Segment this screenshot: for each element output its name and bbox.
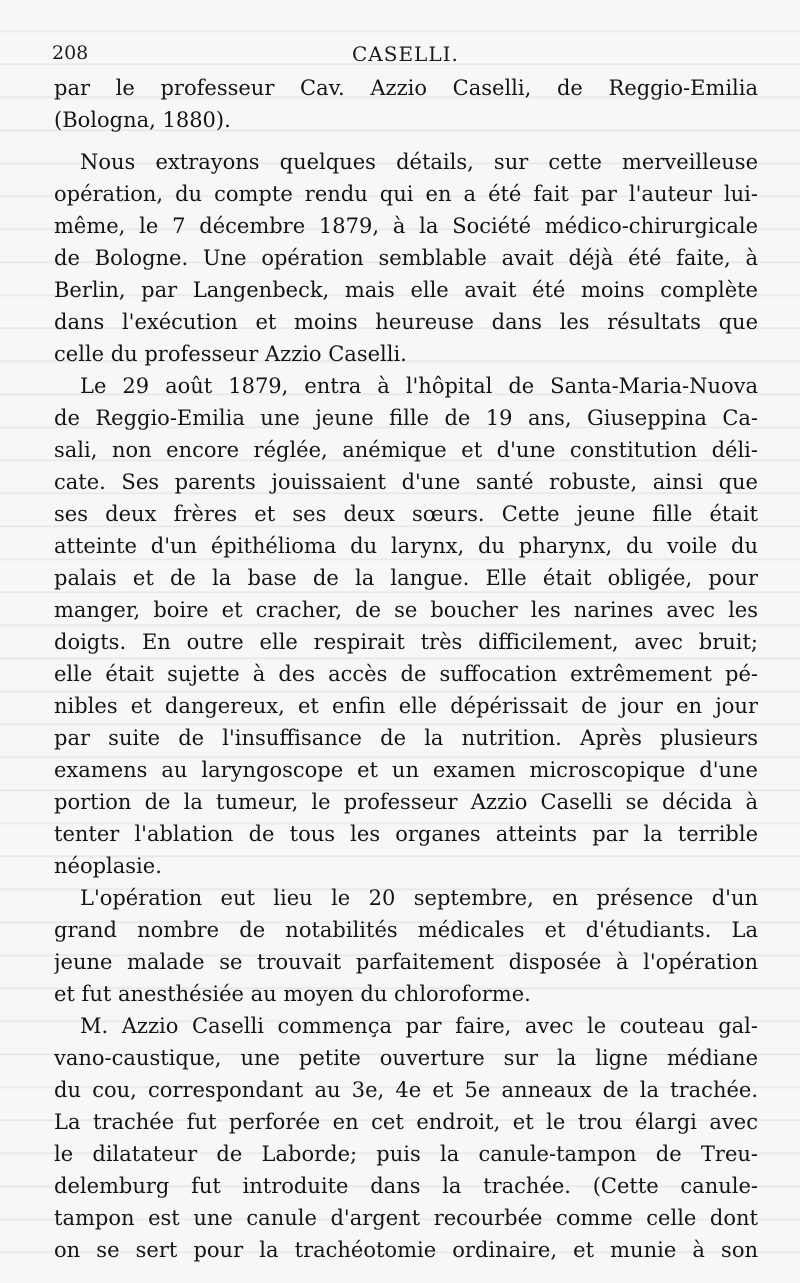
text-line: celle du professeur Azzio Caselli.	[54, 342, 407, 366]
text-line: atteinte d'un épithélioma du larynx, du pharynx, du voile du	[54, 534, 758, 558]
text-line: elle était sujette à des accès de suffocation extrêmement pé-	[54, 662, 758, 686]
paragraph-gap	[54, 136, 758, 146]
text-line: Le 29 août 1879, entra à l'hôpital de Santa-Maria-Nuova	[80, 374, 758, 398]
text-line: portion de la tumeur, le professeur Azzio Caselli se décida à	[54, 790, 758, 814]
text-line: néoplasie.	[54, 854, 162, 878]
text-line: et fut anesthésiée au moyen du chloroforme.	[54, 982, 531, 1006]
text-line: cate. Ses parents jouissaient d'une santé robuste, ainsi que	[54, 470, 758, 494]
body-text	[54, 72, 758, 1266]
text-line: Berlin, par Langenbeck, mais elle avait été moins complète	[54, 278, 758, 302]
text-line: Nous extrayons quelques détails, sur cette merveilleuse	[80, 150, 758, 174]
text-line: par le professeur Cav. Azzio Caselli, de Reggio-Emilia	[54, 76, 758, 100]
page-header	[52, 34, 752, 66]
text-line: même, le 7 décembre 1879, à la Société médico-chirurgicale	[54, 214, 758, 238]
text-line: La trachée fut perforée en cet endroit, et le trou élargi avec	[54, 1110, 758, 1134]
text-line: tenter l'ablation de tous les organes atteints par la terrible	[54, 822, 758, 846]
text-line: examens au laryngoscope et un examen microscopique d'une	[54, 758, 758, 782]
text-line: on se sert pour la trachéotomie ordinaire, et munie à son	[54, 1238, 758, 1262]
text-line: doigts. En outre elle respirait très difficilement, avec bruit;	[54, 630, 758, 654]
text-line: opération, du compte rendu qui en a été fait par l'auteur lui-	[54, 182, 758, 206]
text-line: ses deux frères et ses deux sœurs. Cette jeune fille était	[54, 502, 758, 526]
text-line: nibles et dangereux, et enfin elle dépérissait de jour en jour	[54, 694, 758, 718]
text-line: dans l'exécution et moins heureuse dans les résultats que	[54, 310, 758, 334]
text-line: le dilatateur de Laborde; puis la canule-tampon de Treu-	[54, 1142, 758, 1166]
text-line: de Bologne. Une opération semblable avait déjà été faite, à	[54, 246, 758, 270]
text-line: sali, non encore réglée, anémique et d'une constitution déli-	[54, 438, 758, 462]
text-line: delemburg fut introduite dans la trachée. (Cette canule-	[54, 1174, 758, 1198]
text-line: L'opération eut lieu le 20 septembre, en présence d'un	[80, 886, 758, 910]
text-line: par suite de l'insuffisance de la nutrition. Après plusieurs	[54, 726, 758, 750]
page-number: 208	[52, 42, 89, 64]
text-line: vano-caustique, une petite ouverture sur la ligne médiane	[54, 1046, 758, 1070]
text-line: du cou, correspondant au 3e, 4e et 5e anneaux de la trachée.	[54, 1078, 758, 1102]
text-line: jeune malade se trouvait parfaitement disposée à l'opération	[54, 950, 758, 974]
text-line: manger, boire et cracher, de se boucher les narines avec les	[54, 598, 758, 622]
text-line: tampon est une canule d'argent recourbée comme celle dont	[54, 1206, 758, 1230]
text-line: de Reggio-Emilia une jeune fille de 19 ans, Giuseppina Ca-	[54, 406, 758, 430]
text-line: M. Azzio Caselli commença par faire, avec le couteau gal-	[80, 1014, 758, 1038]
text-line: palais et de la base de la langue. Elle était obligée, pour	[54, 566, 758, 590]
text-line: grand nombre de notabilités médicales et d'étudiants. La	[54, 918, 758, 942]
running-title: CASELLI.	[352, 42, 459, 66]
text-line: (Bologna, 1880).	[54, 108, 231, 132]
